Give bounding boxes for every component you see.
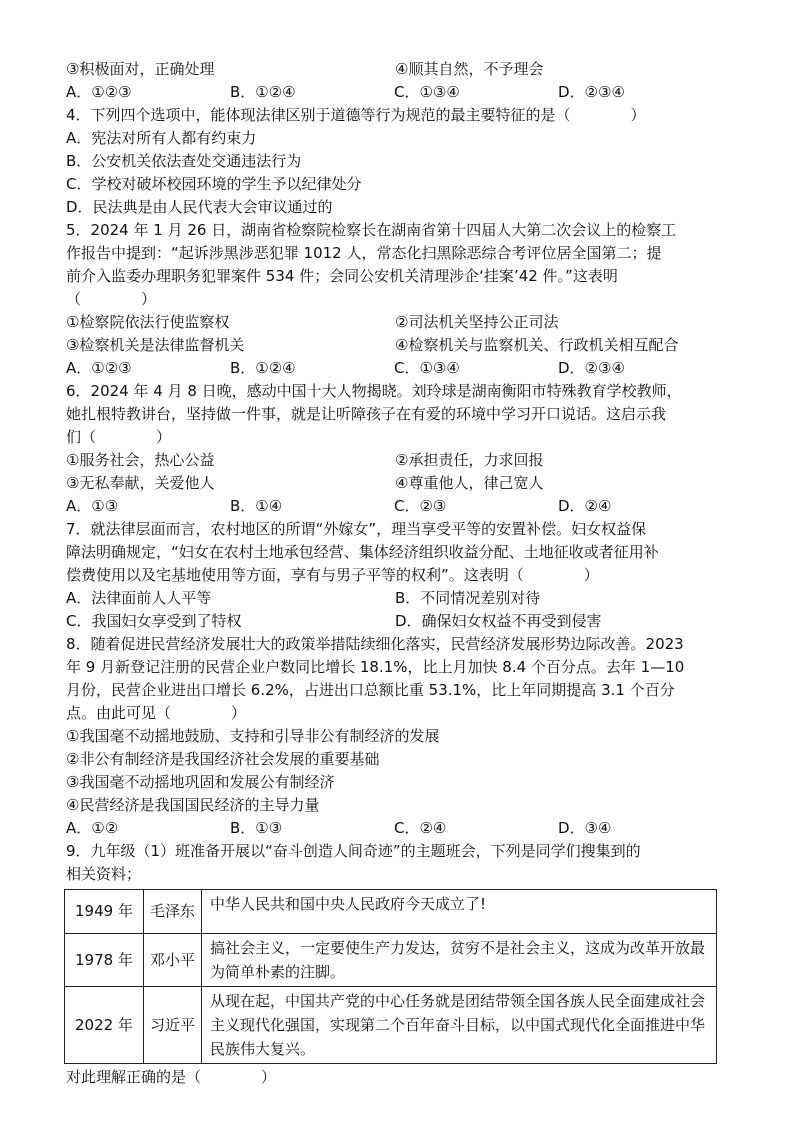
q8-choice-d[interactable]: D．③④: [558, 819, 612, 837]
table-row: [65, 890, 717, 934]
q4-option-d[interactable]: D．民法典是由人民代表大会审议通过的: [66, 198, 333, 216]
q5-items-row: [66, 311, 728, 334]
q4-option-b[interactable]: B．公安机关依法查处交通违法行为: [66, 152, 302, 170]
q5-stem-line: 前介入监委办理职务犯罪案件 534 件；会同公安机关清理涉企‘挂案’42 件。”这表明: [66, 267, 618, 285]
q6-choice-a[interactable]: A．①③: [66, 497, 119, 515]
q8-stem-line: 点。由此可见（ ）: [66, 704, 247, 722]
history-quote-table: [64, 889, 717, 1064]
q3-item-4: ④顺其自然，不予理会: [395, 60, 544, 78]
q4-option-c[interactable]: C．学校对破坏校园环境的学生予以纪律处分: [66, 175, 362, 193]
q7-option-d[interactable]: D．确保妇女权益不再受到侵害: [395, 612, 602, 630]
q3-choices: [66, 81, 728, 104]
q3-items-row: [66, 58, 728, 81]
exam-page: [66, 58, 728, 1089]
q6-choice-d[interactable]: D．②④: [558, 497, 612, 515]
q8-choice-a[interactable]: A．①②: [66, 819, 119, 837]
q7-option-b[interactable]: B．不同情况差别对待: [395, 589, 541, 607]
q6-stem-line: 6．2024 年 4 月 8 日晚，感动中国十大人物揭晓。刘玲球是湖南衡阳市特殊教育学校教师，: [66, 382, 682, 400]
table-cell-quote: 从现在起，中国共产党的中心任务就是团结带领全国各族人民全面建成社会主义现代化强国，实现第二个百年奋斗目标，以中国式现代化全面推进中华民族伟大复兴。: [202, 987, 717, 1064]
q8-choice-b[interactable]: B．①③: [230, 819, 283, 837]
q4-option-a[interactable]: A．宪法对所有人都有约束力: [66, 129, 257, 147]
table-cell-year: 2022 年: [65, 987, 144, 1064]
q7-stem-line: 7．就法律层面而言，农村地区的所谓“外嫁女”，理当享受平等的安置补偿。妇女权益保: [66, 520, 647, 538]
q8-item-1: ①我国毫不动摇地鼓励、支持和引导非公有制经济的发展: [66, 727, 440, 745]
q3-choice-c[interactable]: C．①③④: [394, 83, 460, 101]
q4-stem: 4．下列四个选项中，能体现法律区别于道德等行为规范的最主要特征的是（ ）: [66, 106, 646, 124]
q5-choice-c[interactable]: C．①③④: [394, 359, 460, 377]
q3-choice-a[interactable]: A．①②③: [66, 83, 132, 101]
q8-choice-c[interactable]: C．②④: [394, 819, 447, 837]
q8-stem-line: 年 9 月新登记注册的民营企业户数同比增长 18.1%，比上月加快 8.4 个百分点。去年 1—10: [66, 658, 685, 676]
q5-choice-d[interactable]: D．②③④: [558, 359, 625, 377]
q8-item-2: ②非公有制经济是我国经济社会发展的重要基础: [66, 750, 380, 768]
q6-items-row: [66, 449, 728, 472]
q9-stem-line: 相关资料；: [66, 865, 142, 883]
table-cell-year: 1978 年: [65, 934, 144, 987]
q6-item-4: ④尊重他人，律己宽人: [395, 474, 544, 492]
q3-item-3: ③积极面对，正确处理: [66, 60, 215, 78]
q6-stem-line: 们（ ）: [66, 428, 172, 446]
q7-stem-line: 障法明确规定，“妇女在农村土地承包经营、集体经济组织收益分配、土地征收或者征用补: [66, 543, 659, 561]
table-cell-quote: 中华人民共和国中央人民政府今天成立了!: [202, 890, 717, 934]
q5-item-1: ①检察院依法行使监察权: [66, 313, 230, 331]
q5-stem-line: （ ）: [66, 290, 157, 308]
q5-stem-line: 5．2024 年 1 月 26 日，湖南省检察院检察长在湖南省第十四届人大第二次会议上的检察工: [66, 221, 677, 239]
q5-choice-b[interactable]: B．①②④: [230, 359, 296, 377]
q7-option-a[interactable]: A．法律面前人人平等: [66, 589, 212, 607]
table-cell-quote: 搞社会主义，一定要使生产力发达，贫穷不是社会主义，这成为改革开放最为简单朴素的注脚。: [202, 934, 717, 987]
q5-item-4: ④检察机关与监察机关、行政机关相互配合: [395, 336, 679, 354]
q7-option-c[interactable]: C．我国妇女享受到了特权: [66, 612, 242, 630]
q7-options-row: [66, 610, 728, 633]
q5-stem-line: 作报告中提到：“起诉涉黑涉恶犯罪 1012 人，常态化扫黑除恶综合考评位居全国第二；提: [66, 244, 662, 262]
q3-choice-d[interactable]: D．②③④: [558, 83, 625, 101]
q5-choices: [66, 357, 728, 380]
q9-stem-line: 9．九年级（1）班准备开展以“奋斗创造人间奇迹”的主题班会，下列是同学们搜集到的: [66, 842, 641, 860]
q6-choice-b[interactable]: B．①④: [230, 497, 283, 515]
q8-choices: [66, 817, 728, 840]
q6-item-2: ②承担责任，力求回报: [395, 451, 544, 469]
q7-options-row: [66, 587, 728, 610]
q6-item-1: ①服务社会，热心公益: [66, 451, 215, 469]
table-row: [65, 934, 717, 987]
q8-stem-line: 月份，民营企业进出口增长 6.2%，占进出口总额比重 53.1%，比上年同期提高 3.1 个百分: [66, 681, 675, 699]
q5-choice-a[interactable]: A．①②③: [66, 359, 132, 377]
q5-item-3: ③检察机关是法律监督机关: [66, 336, 245, 354]
q8-item-4: ④民营经济是我国国民经济的主导力量: [66, 796, 320, 814]
table-row: [65, 987, 717, 1064]
q7-stem-line: 偿费使用以及宅基地使用等方面，享有与男子平等的权利”。这表明（ ）: [66, 566, 599, 584]
q3-choice-b[interactable]: B．①②④: [230, 83, 296, 101]
q6-stem-line: 她扎根特教讲台，坚持做一件事，就是让听障孩子在有爱的环境中学习开口说话。这启示我: [66, 405, 667, 423]
q6-choices: [66, 495, 728, 518]
table-cell-name: 毛泽东: [144, 890, 202, 934]
q9-followup: 对此理解正确的是（ ）: [66, 1068, 277, 1086]
table-cell-name: 邓小平: [144, 934, 202, 987]
q6-item-3: ③无私奉献，关爱他人: [66, 474, 215, 492]
q6-choice-c[interactable]: C．②③: [394, 497, 447, 515]
q6-items-row: [66, 472, 728, 495]
q5-items-row: [66, 334, 728, 357]
table-cell-year: 1949 年: [65, 890, 144, 934]
q8-item-3: ③我国毫不动摇地巩固和发展公有制经济: [66, 773, 335, 791]
table-cell-name: 习近平: [144, 987, 202, 1064]
q8-stem-line: 8．随着促进民营经济发展壮大的政策举措陆续细化落实，民营经济发展形势边际改善。2023: [66, 635, 684, 653]
q5-item-2: ②司法机关坚持公正司法: [395, 313, 559, 331]
